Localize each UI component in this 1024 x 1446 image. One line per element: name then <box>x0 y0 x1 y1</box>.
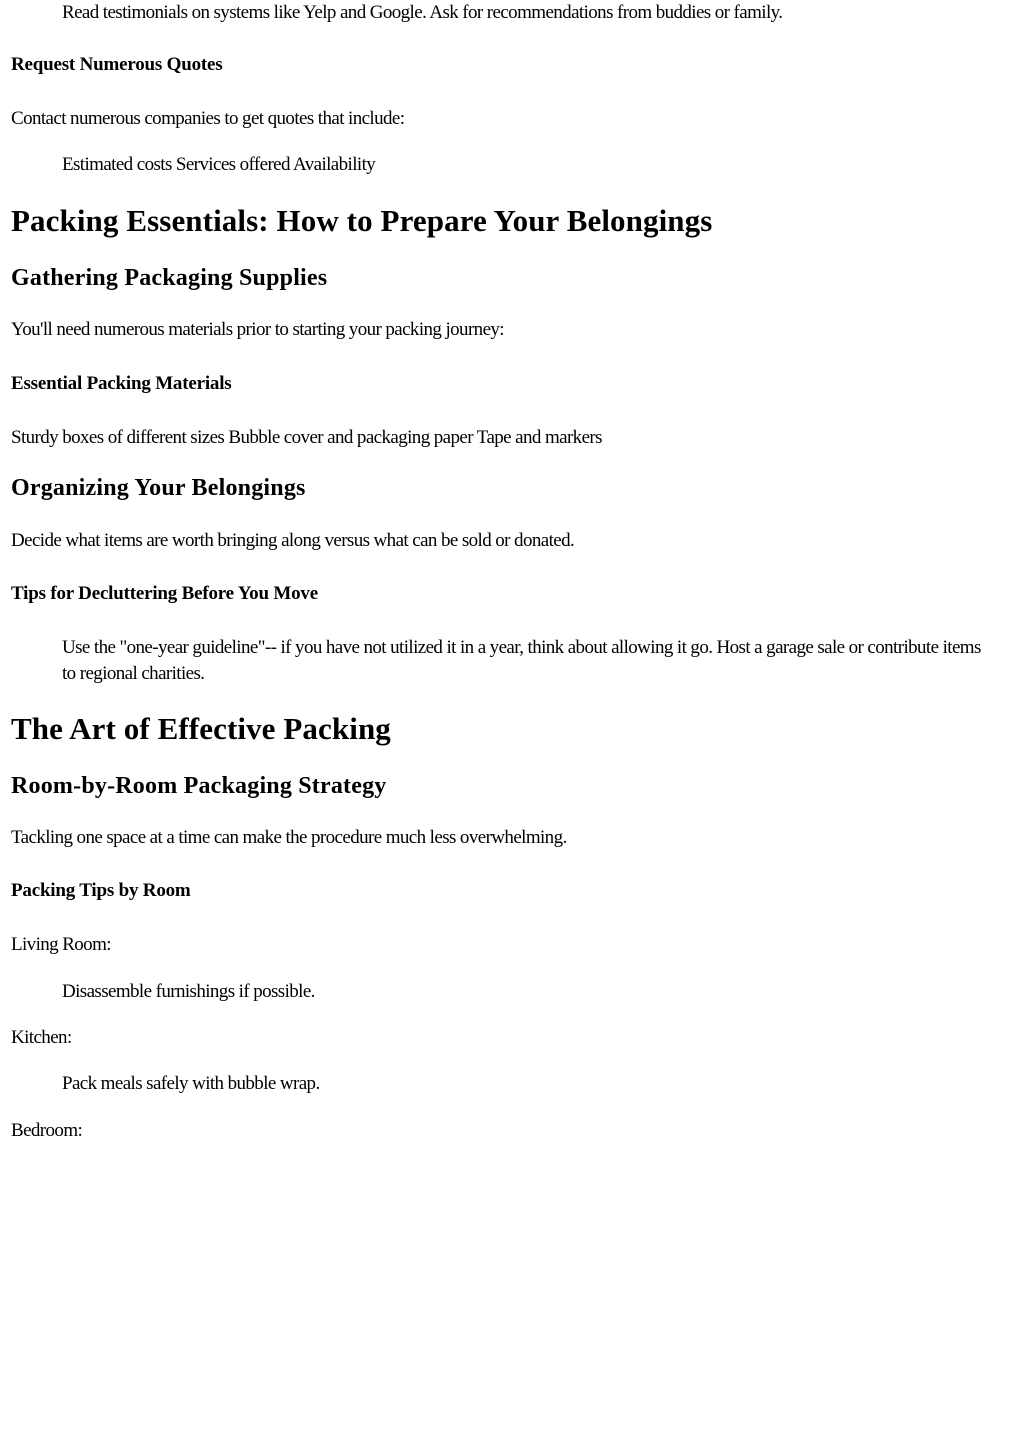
request-quotes-text: Contact numerous companies to get quotes that include: <box>11 108 405 129</box>
organizing-heading: Organizing Your Belongings <box>11 475 306 501</box>
tips-by-room-heading: Packing Tips by Room <box>11 880 191 901</box>
intro-text: Read testimonials on systems like Yelp and Google. Ask for recommendations from buddies or family. <box>62 2 783 23</box>
gathering-supplies-text: You'll need numerous materials prior to starting your packing journey: <box>11 319 504 340</box>
decluttering-heading: Tips for Decluttering Before You Move <box>11 583 318 604</box>
organizing-text: Decide what items are worth bringing along versus what can be sold or donated. <box>11 530 575 551</box>
kitchen-tip: Pack meals safely with bubble wrap. <box>62 1073 320 1094</box>
living-room-tip: Disassemble furnishings if possible. <box>62 981 315 1002</box>
request-quotes-heading: Request Numerous Quotes <box>11 54 223 75</box>
room-strategy-heading: Room-by-Room Packaging Strategy <box>11 773 387 799</box>
art-of-packing-heading: The Art of Effective Packing <box>11 711 391 746</box>
gathering-supplies-heading: Gathering Packaging Supplies <box>11 265 328 291</box>
living-room-label: Living Room: <box>11 934 111 955</box>
bedroom-label: Bedroom: <box>11 1120 83 1141</box>
packing-essentials-heading: Packing Essentials: How to Prepare Your Belongings <box>11 203 713 238</box>
quote-items-text: Estimated costs Services offered Availability <box>62 154 376 175</box>
kitchen-label: Kitchen: <box>11 1027 72 1048</box>
decluttering-text: Use the "one-year guideline"-- if you have not utilized it in a year, think about allowing it go. Host a garage sale or contribute items to regional charities. <box>62 637 981 684</box>
essential-materials-text: Sturdy boxes of different sizes Bubble cover and packaging paper Tape and markers <box>11 427 602 448</box>
essential-materials-heading: Essential Packing Materials <box>11 373 232 394</box>
room-strategy-text: Tackling one space at a time can make the procedure much less overwhelming. <box>11 827 567 848</box>
